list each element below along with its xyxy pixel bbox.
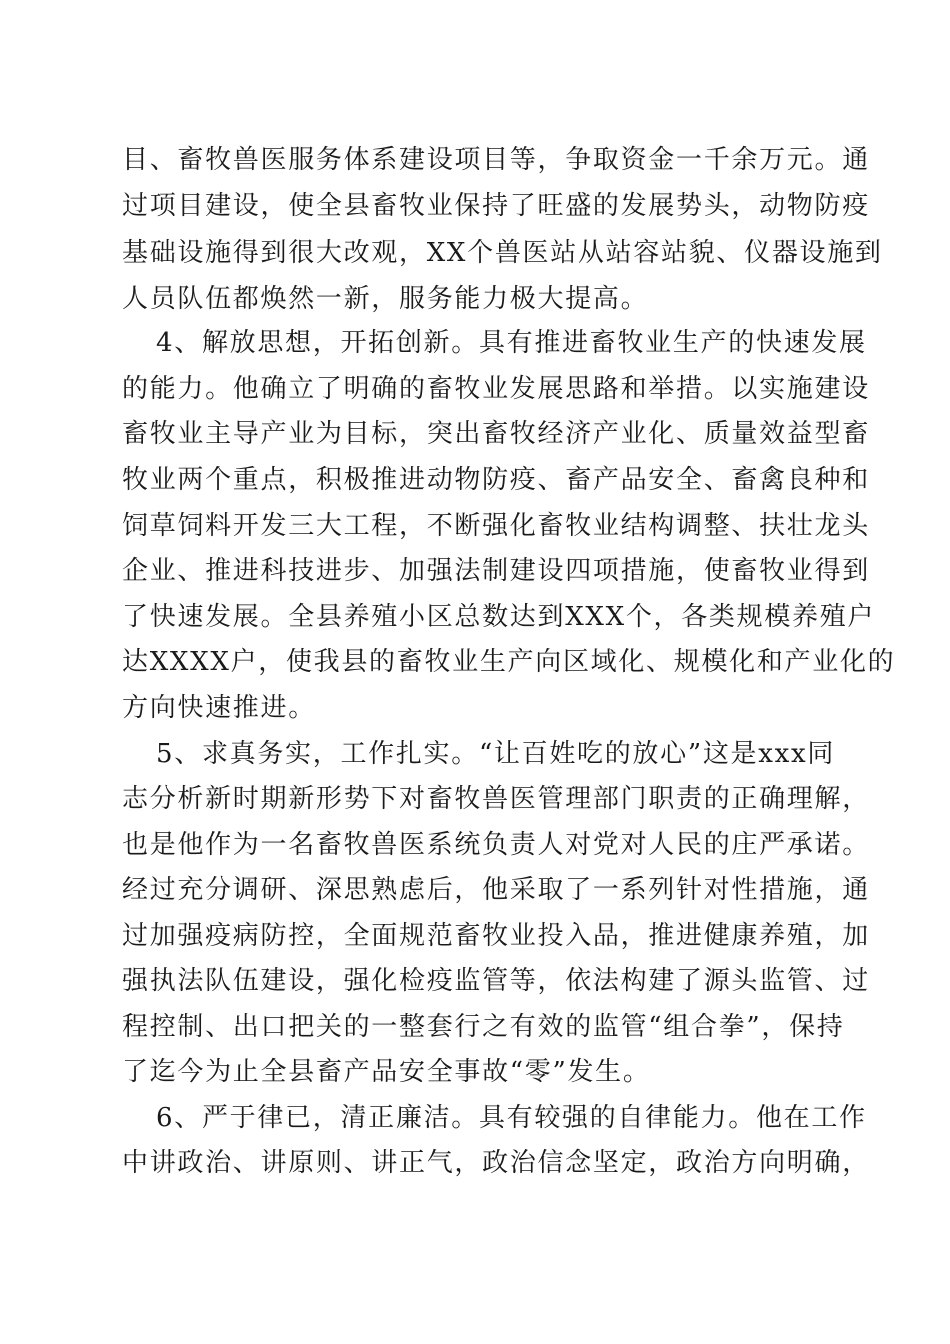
text-line: 了迄今为止全县畜产品安全事故“零”发生。 (122, 1057, 651, 1087)
text-line: 畜牧业主导产业为目标，突出畜牧经济产业化、质量效益型畜 (122, 419, 870, 449)
paragraph-heading-line: 4、解放思想，开拓创新。具有推进畜牧业生产的快速发展 (156, 328, 867, 358)
text-line: 目、畜牧兽医服务体系建设项目等，争取资金一千余万元。通 (122, 145, 870, 175)
text-line: 程控制、出口把关的一整套行之有效的监管“组合拳”，保持 (122, 1012, 845, 1042)
text-line: 方向快速推进。 (122, 693, 316, 723)
text-line: 经过充分调研、深思熟虑后，他采取了一系列针对性措施，通 (122, 875, 870, 905)
text-line: 牧业两个重点，积极推进动物防疫、畜产品安全、畜禽良种和 (122, 465, 870, 495)
text-line: 中讲政治、讲原则、讲正气，政治信念坚定，政治方向明确， (122, 1148, 870, 1178)
text-line: 强执法队伍建设，强化检疫监管等，依法构建了源头监管、过 (122, 966, 870, 996)
text-line: 也是他作为一名畜牧兽医系统负责人对党对人民的庄严承诺。 (122, 830, 870, 860)
text-line: 人员队伍都焕然一新，服务能力极大提高。 (122, 284, 649, 314)
paragraph-heading-line: 6、严于律已，清正廉洁。具有较强的自律能力。他在工作 (156, 1103, 867, 1133)
text-line: 企业、推进科技进步、加强法制建设四项措施，使畜牧业得到 (122, 556, 870, 586)
text-line: 过加强疫病防控，全面规范畜牧业投入品，推进健康养殖，加 (122, 921, 870, 951)
text-line: 基础设施得到很大改观，XX个兽医站从站容站貌、仪器设施到 (122, 238, 883, 268)
text-line: 了快速发展。全县养殖小区总数达到XXX个，各类规模养殖户 (122, 602, 876, 632)
paragraph-heading-line: 5、求真务实，工作扎实。“让百姓吃的放心”这是xxx同 (156, 739, 836, 769)
text-line: 的能力。他确立了明确的畜牧业发展思路和举措。以实施建设 (122, 374, 870, 404)
text-line: 志分析新时期新形势下对畜牧兽医管理部门职责的正确理解， (122, 784, 870, 814)
text-line: 过项目建设，使全县畜牧业保持了旺盛的发展势头，动物防疫 (122, 191, 870, 221)
text-line: 达XXXX户，使我县的畜牧业生产向区域化、规模化和产业化的 (122, 647, 896, 677)
text-line: 饲草饲料开发三大工程，不断强化畜牧业结构调整、扶壮龙头 (122, 511, 870, 541)
